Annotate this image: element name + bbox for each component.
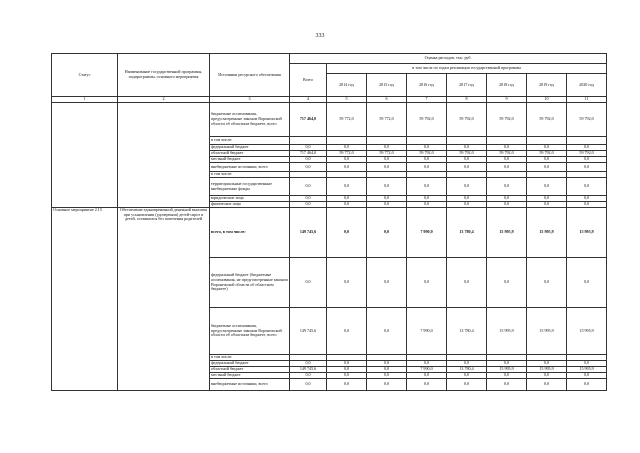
year-value: 0,0 [367,208,407,258]
year-value: 0,0 [407,196,447,202]
year-value [527,137,567,145]
year-value: 13 780,4 [447,308,487,355]
year-value: 15 995,9 [487,308,527,355]
year-value: 59 772,0 [367,103,407,137]
column-number: 1 [52,97,118,103]
year-value: 59 792,0 [447,151,487,157]
year-value: 0,0 [367,308,407,355]
year-value: 0,0 [327,178,367,196]
year-value: 0,0 [567,373,607,379]
year-value: 15 995,9 [567,308,607,355]
total-value: 0,0 [290,178,327,196]
total-value: 0,0 [290,258,327,308]
year-value: 0,0 [447,163,487,172]
total-value: 0,0 [290,361,327,367]
year-value: 0,0 [447,373,487,379]
year-value: 15 995,9 [527,208,567,258]
source-label: внебюджетные источники, всего [210,379,290,391]
table-row [52,103,607,137]
source-label: бюджетные ассигнования, предусмотренные законом Воронежской области об областном бюджете, всего [210,308,290,355]
source-label: бюджетные ассигнования, предусмотренные законом Воронежской области об областном бюджете, всего [210,103,290,137]
column-number: 3 [210,97,290,103]
year-value: 0,0 [447,157,487,163]
year-value: 0,0 [327,367,367,373]
status-cell [52,103,118,208]
total-value: 717 464,0 [290,151,327,157]
table-row [52,208,607,258]
total-value: 0,0 [290,145,327,151]
year-value: 59 772,0 [327,151,367,157]
total-value: 0,0 [290,163,327,172]
header-source: Источники ресурсного обеспечения [210,54,290,97]
year-value: 59 792,0 [487,103,527,137]
source-label: всего, в том числе: [210,208,290,258]
year-value [487,137,527,145]
budget-table [51,53,607,391]
header-year: 2016 год [407,74,447,97]
year-value: 0,0 [367,379,407,391]
total-value: 149 745,6 [290,208,327,258]
program-name-cell [118,103,210,208]
source-label: внебюджетные источники, всего [210,163,290,172]
year-value: 0,0 [567,157,607,163]
status-cell: Основное мероприятие 2.15 [52,208,118,391]
year-value: 0,0 [487,145,527,151]
year-value: 15 995,9 [527,367,567,373]
source-label: юридические лица [210,196,290,202]
year-value: 0,0 [567,258,607,308]
source-label: местный бюджет [210,373,290,379]
year-value: 0,0 [367,178,407,196]
year-value [447,137,487,145]
year-value: 0,0 [567,163,607,172]
source-label: федеральный бюджет [210,361,290,367]
year-value [327,137,367,145]
year-value: 0,0 [327,379,367,391]
year-value: 0,0 [367,163,407,172]
year-value: 59 792,0 [447,103,487,137]
column-number: 11 [567,97,607,103]
total-value: 0,0 [290,202,327,208]
year-value: 0,0 [407,145,447,151]
source-label: территориальные государственные внебюджетные фонды [210,178,290,196]
year-value: 0,0 [327,157,367,163]
year-value: 0,0 [327,373,367,379]
source-label: в том числе: [210,137,290,145]
year-value: 7 990,0 [407,308,447,355]
year-value: 0,0 [447,379,487,391]
year-value: 0,0 [367,367,407,373]
total-value [290,137,327,145]
header-estimate: Оценка расходов, тыс. руб. [290,54,607,64]
source-label: в том числе: [210,172,290,178]
year-value: 7 990,0 [407,208,447,258]
year-value: 59 772,0 [367,151,407,157]
year-value: 15 995,9 [487,208,527,258]
year-value: 0,0 [367,373,407,379]
header-by-years: в том числе по годам реализации государственной программы [327,64,607,74]
year-value: 0,0 [407,178,447,196]
year-value: 0,0 [367,196,407,202]
year-value: 0,0 [487,163,527,172]
year-value: 0,0 [447,178,487,196]
year-value: 59 792,0 [407,151,447,157]
year-value: 15 995,9 [527,308,567,355]
year-value: 0,0 [407,163,447,172]
year-value [407,137,447,145]
year-value: 7 990,0 [407,367,447,373]
column-number: 2 [118,97,210,103]
year-value: 0,0 [527,157,567,163]
header-program-name: Наименование государственной программы, подпрограммы, основного мероприятия [118,54,210,97]
header-year: 2015 год [367,74,407,97]
year-value: 0,0 [447,196,487,202]
header-year: 2014 год [327,74,367,97]
year-value: 0,0 [487,157,527,163]
year-value: 0,0 [327,308,367,355]
year-value: 59 792,0 [527,103,567,137]
year-value: 0,0 [327,163,367,172]
year-value: 0,0 [567,178,607,196]
year-value: 0,0 [447,361,487,367]
year-value: 0,0 [327,361,367,367]
header-year: 2017 год [447,74,487,97]
source-label: областной бюджет [210,151,290,157]
year-value: 0,0 [327,202,367,208]
year-value: 0,0 [527,202,567,208]
total-value: 717 464,0 [290,103,327,137]
year-value: 0,0 [327,258,367,308]
column-number: 4 [290,97,327,103]
year-value: 0,0 [487,361,527,367]
year-value: 59 792,0 [407,103,447,137]
year-value: 0,0 [327,208,367,258]
year-value: 0,0 [327,196,367,202]
year-value: 0,0 [407,379,447,391]
year-value: 0,0 [447,202,487,208]
year-value: 15 995,9 [567,367,607,373]
year-value: 59 792,0 [567,103,607,137]
year-value: 0,0 [527,373,567,379]
year-value: 59 792,0 [527,151,567,157]
source-label: в том числе: [210,355,290,361]
year-value: 0,0 [407,157,447,163]
year-value: 0,0 [327,145,367,151]
year-value: 0,0 [527,178,567,196]
total-value: 149 745,6 [290,367,327,373]
program-name-cell: Обеспечение единовременной денежной выплаты при усыновлении (удочерении) детей-сирот и детей, оставшихся без попечения родителей [118,208,210,391]
page-number: 333 [315,33,325,39]
year-value: 59 792,0 [567,151,607,157]
year-value: 0,0 [367,361,407,367]
year-value: 0,0 [367,258,407,308]
year-value: 0,0 [487,178,527,196]
source-label: федеральный бюджет (бюджетные ассигнования, не предусмотренные законом Воронежской области об областном бюджете) [210,258,290,308]
total-value: 0,0 [290,373,327,379]
year-value: 0,0 [407,202,447,208]
year-value: 13 780,4 [447,208,487,258]
year-value: 0,0 [447,145,487,151]
column-number: 10 [527,97,567,103]
year-value: 0,0 [487,258,527,308]
total-value: 0,0 [290,379,327,391]
year-value: 0,0 [567,202,607,208]
column-number: 8 [447,97,487,103]
source-label: федеральный бюджет [210,145,290,151]
source-label: областной бюджет [210,367,290,373]
year-value: 0,0 [407,373,447,379]
year-value: 0,0 [407,361,447,367]
year-value: 0,0 [487,196,527,202]
year-value: 0,0 [447,258,487,308]
year-value: 15 995,9 [487,367,527,373]
year-value: 13 780,4 [447,367,487,373]
header-total: Всего [290,64,327,97]
year-value: 0,0 [487,202,527,208]
year-value: 0,0 [567,145,607,151]
year-value: 0,0 [527,258,567,308]
year-value: 0,0 [487,373,527,379]
year-value: 0,0 [407,258,447,308]
block-1-body [52,103,607,208]
year-value: 0,0 [527,361,567,367]
total-value: 0,0 [290,196,327,202]
year-value: 0,0 [527,379,567,391]
year-value: 15 995,9 [567,208,607,258]
source-label: физические лица [210,202,290,208]
year-value: 0,0 [367,157,407,163]
column-number: 9 [487,97,527,103]
header-year: 2018 год [487,74,527,97]
year-value: 59 792,0 [487,151,527,157]
year-value: 0,0 [567,196,607,202]
source-label: местный бюджет [210,157,290,163]
year-value [567,137,607,145]
header-status: Статус [52,54,118,97]
year-value: 0,0 [567,379,607,391]
column-number: 6 [367,97,407,103]
total-value: 0,0 [290,157,327,163]
block-2-body [52,208,607,391]
year-value: 0,0 [567,361,607,367]
header-year: 2020 год [567,74,607,97]
year-value: 0,0 [367,202,407,208]
total-value: 149 745,6 [290,308,327,355]
year-value: 0,0 [487,379,527,391]
header-year: 2019 год [527,74,567,97]
column-number: 7 [407,97,447,103]
year-value: 0,0 [527,163,567,172]
year-value [367,137,407,145]
year-value: 59 772,0 [327,103,367,137]
year-value: 0,0 [527,196,567,202]
year-value: 0,0 [527,145,567,151]
year-value: 0,0 [367,145,407,151]
column-number: 5 [327,97,367,103]
